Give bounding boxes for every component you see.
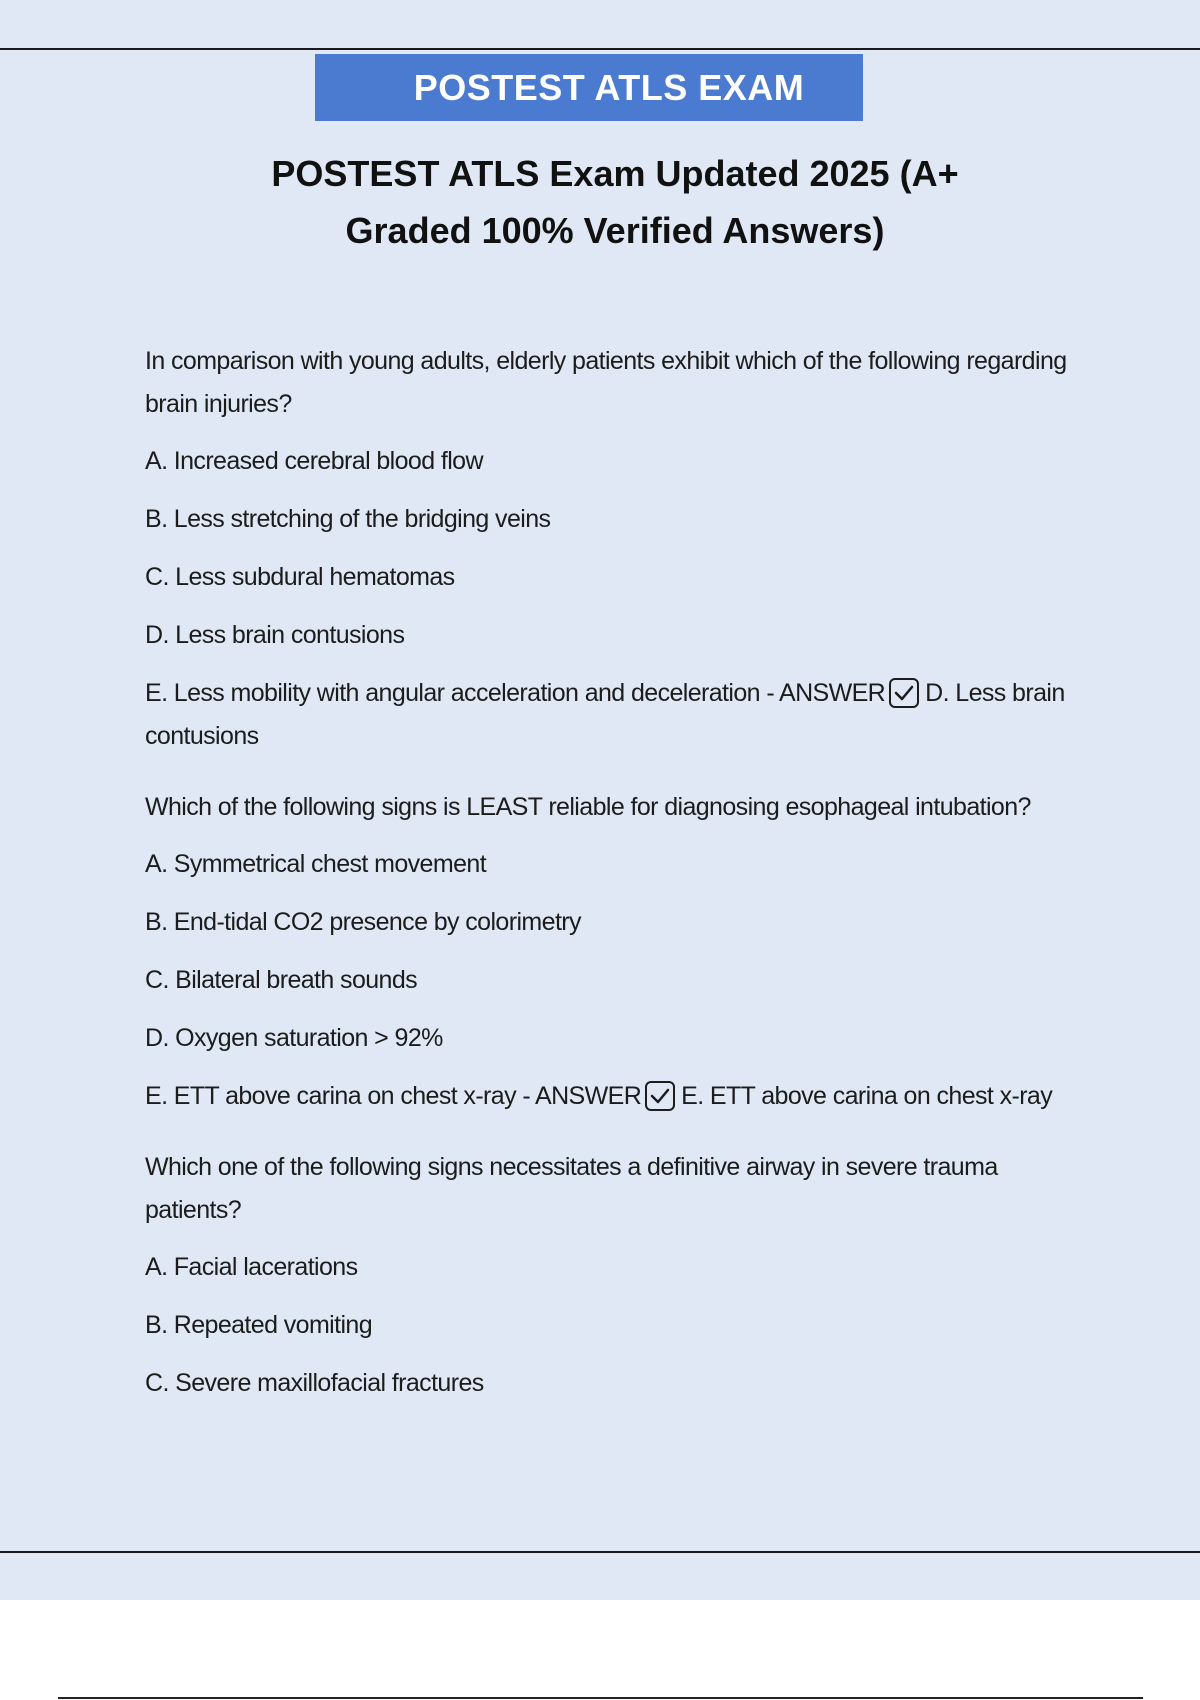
option-c: C. Bilateral breath sounds	[145, 966, 418, 994]
option-c: C. Less subdural hematomas	[145, 563, 455, 591]
option-e: E. ETT above carina on chest x-ray - ANSWER	[145, 1082, 642, 1110]
option-b: B. Repeated vomiting	[145, 1311, 373, 1339]
option-e: E. Less mobility with angular acceleration and deceleration - ANSWER	[145, 679, 886, 707]
question-2	[145, 786, 1085, 1118]
option-e-with-answer	[145, 672, 1085, 758]
question-3	[145, 1146, 1085, 1405]
question-1	[145, 340, 1085, 758]
answer-text: D. Less brain contusions	[145, 679, 1065, 750]
document-title	[150, 145, 1080, 259]
checkbox-check-icon	[889, 678, 919, 708]
option-b: B. Less stretching of the bridging veins	[145, 505, 551, 533]
option-a: A. Increased cerebral blood flow	[145, 447, 483, 475]
question-text: In comparison with young adults, elderly patients exhibit which of the following regarding brain injuries?	[145, 347, 1067, 418]
answer-text: E. ETT above carina on chest x-ray	[681, 1082, 1053, 1110]
exam-banner	[315, 54, 863, 121]
question-text: Which one of the following signs necessitates a definitive airway in severe trauma patients?	[145, 1153, 998, 1224]
option-a: A. Facial lacerations	[145, 1253, 358, 1281]
option-a: A. Symmetrical chest movement	[145, 850, 487, 878]
banner-label: POSTEST ATLS EXAM	[413, 66, 805, 108]
title-line-2: Graded 100% Verified Answers)	[345, 210, 885, 251]
top-rule	[0, 48, 1200, 50]
footer-rule	[58, 1697, 1143, 1699]
bottom-rule	[0, 1551, 1200, 1553]
option-d: D. Less brain contusions	[145, 621, 405, 649]
question-text: Which of the following signs is LEAST reliable for diagnosing esophageal intubation?	[145, 793, 1031, 821]
option-e-with-answer	[145, 1075, 1085, 1118]
option-d: D. Oxygen saturation > 92%	[145, 1024, 443, 1052]
questions-list	[145, 340, 1085, 1433]
title-line-1: POSTEST ATLS Exam Updated 2025 (A+	[271, 153, 959, 194]
checkbox-check-icon	[645, 1081, 675, 1111]
option-b: B. End-tidal CO2 presence by colorimetry	[145, 908, 581, 936]
option-c: C. Severe maxillofacial fractures	[145, 1369, 484, 1397]
